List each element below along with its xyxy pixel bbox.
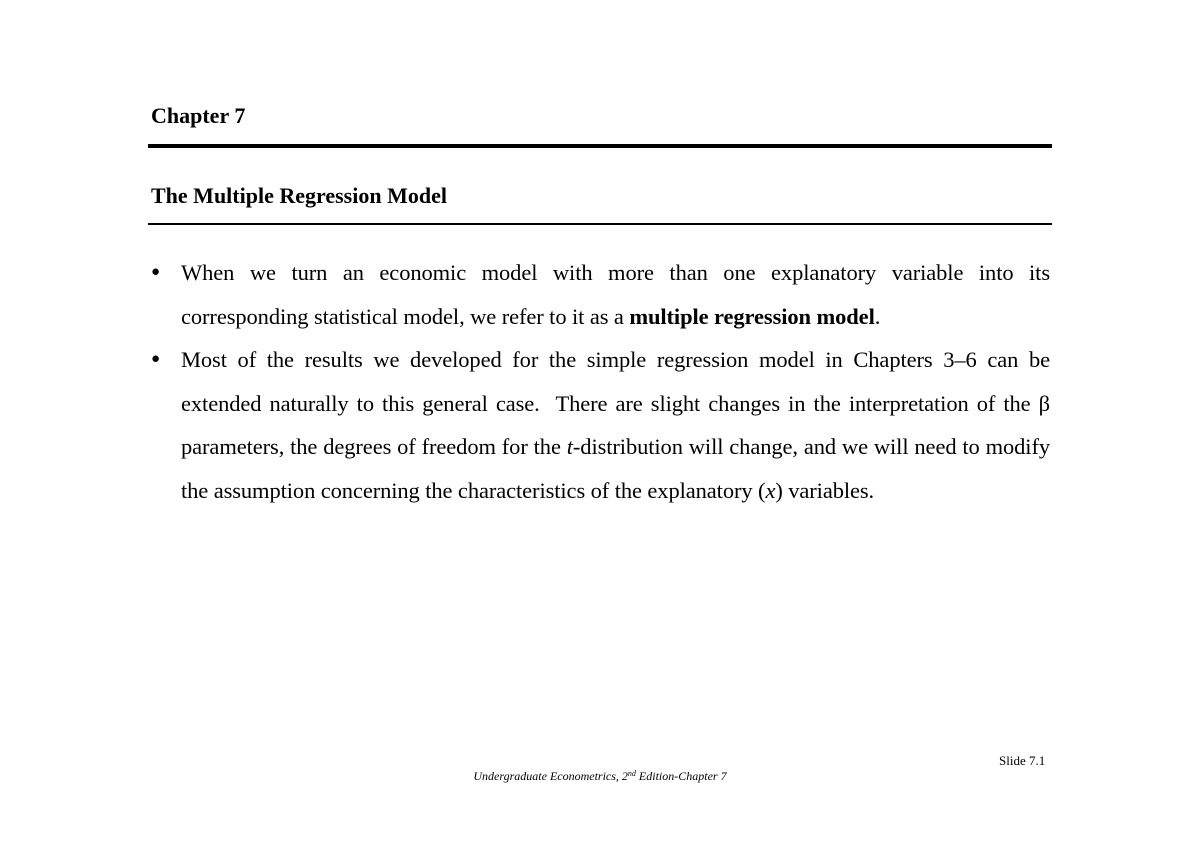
bullet-text: Most of the results we developed for the simple regression model in Chapters 3–6 can be extended naturally to this general case. There are slight changes in the interpretation of the [181,347,1056,416]
slide-number: Slide 7.1 [999,753,1046,768]
bullet-item-multiple-regression [150,251,1050,338]
italic-x: x [765,477,776,503]
footer-superscript: nd [627,769,636,778]
footer-edition: Edition-Chapter 7 [635,769,727,783]
bullet-list [150,251,1056,512]
bullet-dot-icon: ● [151,264,160,280]
bullet-text: -distribution will change, and we will need to modify the assumption concerning the characteristics of the explanatory ( [181,434,1051,503]
bullet-text: When we turn an economic model with more than one explanatory variable into its corresponding statistical model, we refer to it as a [181,260,1050,329]
bullet-item-extension [150,338,1056,512]
chapter-heading: Chapter 7 [151,103,246,128]
bullet-text: ) variables. [775,477,875,503]
footer-citation [0,768,1200,784]
heading-divider-thick [148,144,1052,148]
bullet-bold-term: multiple regression model [629,303,875,329]
slide-title: The Multiple Regression Model [151,183,447,208]
bullet-text: . [874,303,881,329]
bullet-dot-icon: ● [151,351,160,367]
beta-symbol: β [1038,390,1050,416]
bullet-text: parameters, the degrees of freedom for the [181,434,567,459]
italic-t: t [566,434,573,459]
title-divider-thin [148,223,1052,225]
footer-book-title: Undergraduate Econometrics, 2 [473,769,628,783]
